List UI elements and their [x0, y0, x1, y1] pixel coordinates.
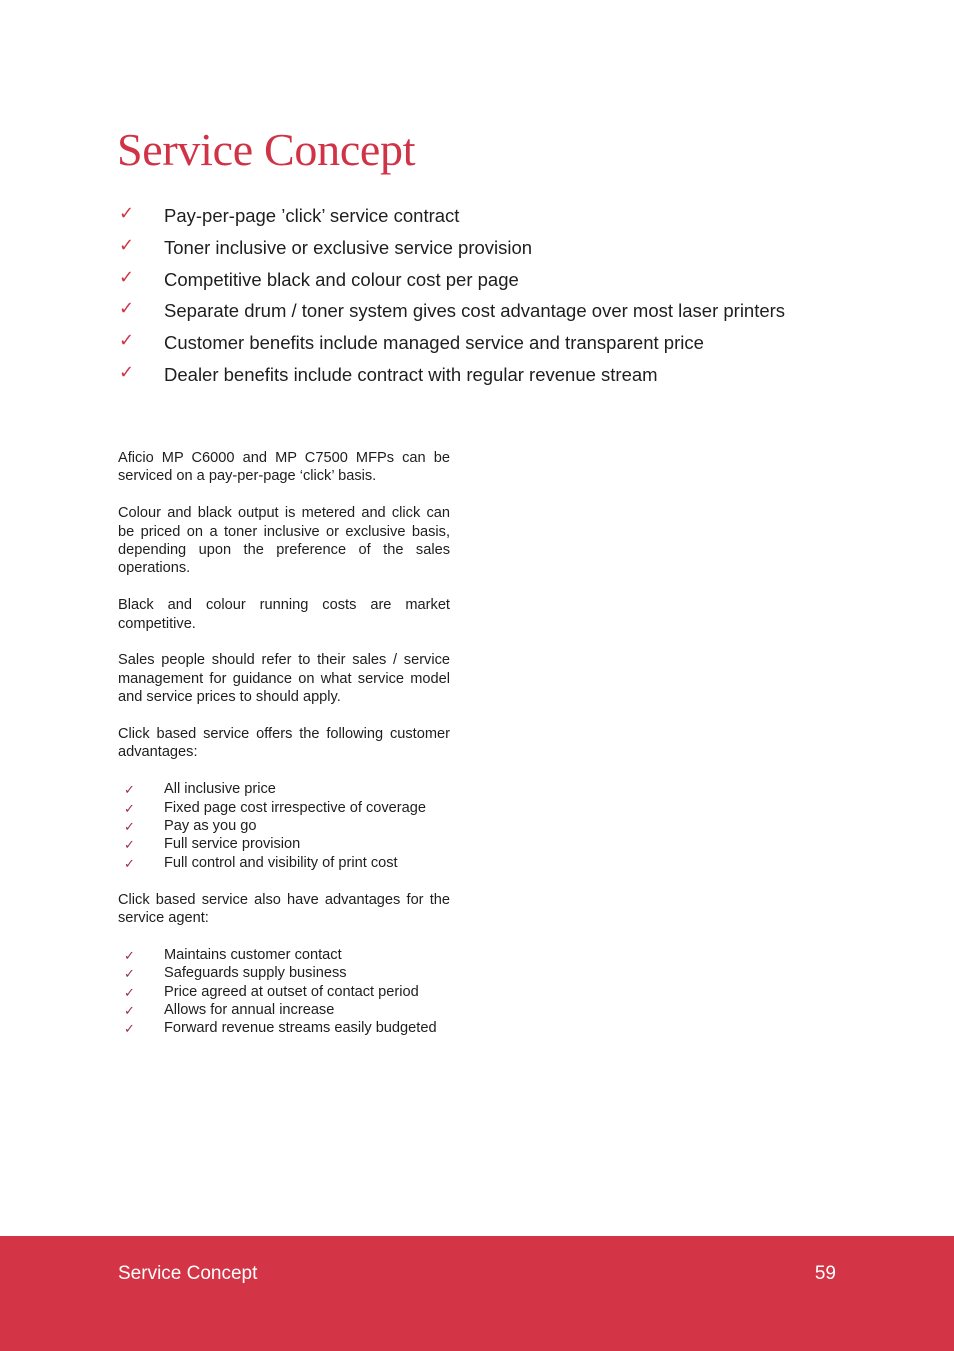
customer-advantages-list — [118, 780, 450, 872]
list-item-text: Forward revenue streams easily budgeted — [164, 1020, 437, 1037]
check-icon: ✓ — [124, 838, 135, 854]
list-item — [118, 946, 450, 964]
key-point-text: Competitive black and colour cost per page — [164, 268, 519, 290]
check-icon: ✓ — [124, 820, 135, 836]
key-point-item — [118, 327, 898, 359]
list-item-text: Allows for annual increase — [164, 1002, 335, 1019]
list-item — [118, 780, 450, 798]
key-point-text: Customer benefits include managed service and transparent price — [164, 332, 704, 354]
check-icon: ✓ — [124, 1004, 135, 1020]
list-item-text: Safeguards supply business — [164, 965, 347, 982]
check-icon: ✓ — [119, 298, 135, 320]
check-icon: ✓ — [124, 985, 135, 1001]
list-item — [118, 1019, 450, 1037]
body-paragraph: Click based service also have advantages for the service agent: — [118, 891, 450, 927]
key-point-text: Separate drum / toner system gives cost advantage over most laser printers — [164, 300, 786, 322]
body-paragraph: Sales people should refer to their sales / service management for guidance on what service model and service prices to should apply. — [118, 652, 450, 706]
check-icon: ✓ — [124, 948, 135, 964]
body-paragraph: Click based service offers the following customer advantages: — [118, 726, 450, 761]
key-point-item — [118, 264, 898, 296]
list-item — [118, 1001, 450, 1019]
check-icon: ✓ — [124, 1022, 135, 1038]
body-paragraph: Black and colour running costs are market competitive. — [118, 597, 450, 632]
key-point-text: Toner inclusive or exclusive service provision — [164, 236, 533, 258]
key-point-item — [118, 232, 898, 264]
check-icon: ✓ — [119, 361, 135, 383]
check-icon: ✓ — [119, 266, 135, 288]
check-icon: ✓ — [119, 203, 135, 224]
list-item — [118, 964, 450, 982]
key-point-text: Pay-per-page ’click’ service contract — [164, 205, 460, 226]
page-title: Service Concept — [117, 124, 416, 175]
list-item-text: All inclusive price — [164, 781, 276, 798]
key-point-text: Dealer benefits include contract with regular revenue stream — [164, 363, 658, 385]
key-point-item — [118, 200, 898, 232]
key-point-item — [118, 359, 898, 391]
agent-advantages-list — [118, 946, 450, 1038]
list-item-text: Full service provision — [164, 836, 301, 853]
body-text-column — [118, 449, 450, 1056]
body-paragraph: Aficio MP C6000 and MP C7500 MFPs can be serviced on a pay-per-page ‘click’ basis. — [118, 450, 450, 485]
list-item-text: Fixed page cost irrespective of coverage — [164, 799, 427, 816]
check-icon: ✓ — [119, 234, 135, 256]
check-icon: ✓ — [119, 330, 135, 352]
list-item-text: Price agreed at outset of contact period — [164, 983, 419, 1000]
list-item — [118, 799, 450, 817]
list-item-text: Maintains customer contact — [164, 946, 342, 963]
list-item-text: Pay as you go — [164, 818, 257, 835]
list-item — [118, 983, 450, 1001]
check-icon: ✓ — [124, 783, 135, 799]
list-item — [118, 835, 450, 853]
check-icon: ✓ — [124, 967, 135, 983]
page-footer — [0, 1236, 954, 1351]
list-item — [118, 817, 450, 835]
key-points-list — [118, 200, 898, 391]
check-icon: ✓ — [124, 856, 135, 872]
key-point-item — [118, 295, 898, 327]
list-item — [118, 854, 450, 872]
page-number: 59 — [814, 1263, 836, 1284]
footer-section-title: Service Concept — [118, 1263, 258, 1284]
body-paragraph: Colour and black output is metered and click can be priced on a toner inclusive or exclusive basis, depending upon the preference of the sales operations. — [118, 505, 450, 577]
list-item-text: Full control and visibility of print cost — [164, 854, 398, 871]
check-icon: ✓ — [124, 801, 135, 817]
